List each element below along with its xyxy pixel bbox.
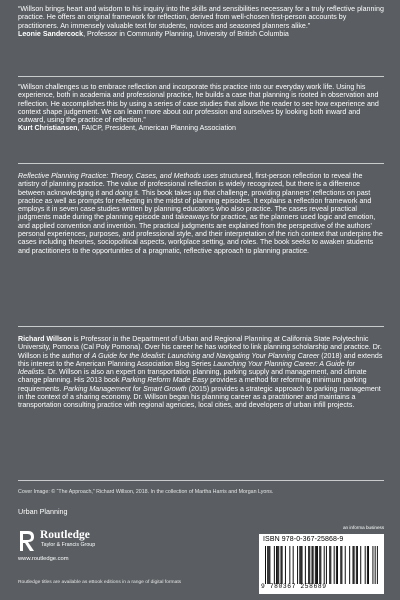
- barcode-bar: [297, 546, 298, 584]
- publisher-website: www.routledge.com: [18, 556, 69, 562]
- barcode-bar: [265, 546, 266, 584]
- barcode-bar: [302, 546, 303, 584]
- barcode-bar: [268, 546, 269, 584]
- routledge-r-icon: [18, 529, 38, 553]
- barcode-bar: [316, 546, 317, 584]
- barcode-bar: [317, 546, 318, 584]
- barcode-bar: [276, 546, 277, 584]
- bio-book-title: A Guide for the Idealist: Launching and Navigating Your Planning Career: [91, 351, 320, 360]
- barcode-bar: [367, 546, 368, 584]
- publisher-tagline: Taylor & Francis Group: [41, 542, 96, 548]
- divider: [18, 326, 384, 327]
- barcode-bar: [336, 546, 337, 584]
- barcode-bar: [299, 546, 300, 584]
- barcode-bar: [300, 546, 301, 584]
- barcode-bar: [277, 546, 278, 584]
- barcode-bar: [340, 546, 341, 584]
- barcode-bar: [285, 546, 286, 584]
- description-text: it. This book takes up that challenge, providing planners’ reflections on past practice as well as prompts for reflecting in the midst of planning episodes. It explains a reflection framework and employs it in seven case studies written by planning educators who also practice. The cases reveal practical judgments made during the planning episode and takeaways for practice, as the planners used logic and emotion, and applied convention and invention. The practical judgments are explained from the perspective of the authors’ personal experiences, purposes, and professional style, and their interpretation of the rich context that underpins the cases including theories, sociopolitical aspects, workplace setting, and roles. The book seeks to awaken students and practitioners to the opportunities of a pragmatic, reflective approach to planning practice.: [18, 188, 383, 255]
- barcode-icon: [265, 546, 378, 584]
- barcode-bar: [313, 546, 314, 584]
- barcode-bar: [315, 546, 316, 584]
- barcode-bar: [375, 546, 376, 584]
- ebook-note: Routledge titles are available as eBook editions in a range of digital formats: [18, 580, 182, 585]
- endorsement-text: “Willson brings heart and wisdom to his inquiry into the skills and sensibilities necessary for a truly reflective planning practice. He offers an original framework for reflection, derived from well-chosen first-person accounts by practitioners. An immensely valuable text for students, novices and seasoned planners alike.”: [18, 5, 384, 30]
- publisher-name: Routledge: [40, 529, 90, 541]
- description-emphasis: doing: [115, 188, 133, 197]
- barcode-digits: 9 780367 258689: [261, 583, 327, 590]
- barcode-bar: [324, 546, 325, 584]
- barcode-bar: [289, 546, 290, 584]
- bio-text: . Dr. Willson is also an expert on transportation planning, parking supply and management, and climate change planning. His 2013 book: [18, 368, 367, 385]
- book-description: [18, 172, 384, 255]
- endorsement-affiliation: , FAICP, President, American Planning Association: [77, 124, 236, 133]
- barcode-bar: [308, 546, 309, 584]
- isbn-barcode: [259, 534, 384, 594]
- bio-text: (2015) provides a strategic approach to parking management in the context of a sharing economy. Dr. Willson began his planning career as a practitioner and maintains a transportation consulting practice with regional agencies, local cities, and developers of urban infill projects.: [18, 384, 381, 410]
- barcode-bar: [337, 546, 338, 584]
- barcode-bar: [329, 546, 330, 584]
- barcode-bar: [357, 546, 358, 584]
- barcode-bar: [372, 546, 373, 584]
- endorsement-text: “Willson challenges us to embrace reflection and incorporate this practice into our everyday work life. Using his experience, both in academia and professional practice, he builds a case that planning is rooted in observation and reflection. He accomplishes this by using a series of case studies that allows the reader to see how experience and context shape judgement. We can learn more about our profession and ourselves by looking both inward and outward, using the practice of reflection.”: [18, 83, 379, 125]
- bio-book-title: Launching Your Planning Career: A Guide for Idealists: [18, 359, 355, 377]
- subject-category: Urban Planning: [18, 507, 68, 516]
- barcode-bar: [341, 546, 342, 584]
- bio-book-title: Parking Reform Made Easy: [121, 376, 209, 385]
- endorsement-affiliation: , Professor in Community Planning, University of British Columbia: [83, 29, 289, 38]
- author-bio: [18, 335, 384, 410]
- endorsement-author: Leonie Sandercock: [18, 29, 84, 38]
- barcode-bar: [326, 546, 327, 584]
- barcode-bar: [377, 546, 378, 584]
- barcode-bar: [349, 546, 350, 584]
- description-text: uses structured, first-person reflection to reveal the artistry of planning practice. The value of professional reflection is widely recognized, but there is a difference between acknowledging it and: [18, 172, 363, 197]
- barcode-bar: [282, 546, 283, 584]
- barcode-bar: [269, 546, 270, 584]
- bio-text: (2018) and extends this interest to the American Planning Association Blog Series: [18, 351, 383, 368]
- barcode-bar: [354, 546, 355, 584]
- barcode-bar: [293, 546, 294, 584]
- divider: [18, 76, 384, 77]
- isbn-label: ISBN 978-0-367-25868-9: [263, 536, 344, 543]
- barcode-bar: [309, 546, 310, 584]
- divider: [18, 163, 384, 164]
- cover-image-credit: Cover Image: © “The Approach,” Richard Willson, 2018. In the collection of Martha Harris and Morgan Lyons.: [18, 489, 274, 495]
- informa-label: an informa business: [343, 525, 385, 530]
- endorsement-1: [18, 5, 384, 38]
- endorsement-author: Kurt Christiansen: [18, 124, 78, 133]
- bio-book-title: Parking Management for Smart Growth: [63, 384, 187, 393]
- bio-text: is Professor in the Department of Urban and Regional Planning at California State Polytechnic University, Pomona (Cal Poly Pomona). Over his career he has worked to link planning scholarship and practice. Dr. Willson is the author of: [18, 335, 382, 360]
- barcode-bar: [312, 546, 313, 584]
- author-name: Richard Willson: [18, 335, 72, 343]
- barcode-bar: [365, 546, 366, 584]
- barcode-bar: [330, 546, 331, 584]
- barcode-bar: [334, 546, 335, 584]
- barcode-bar: [368, 546, 369, 584]
- barcode-bar: [320, 546, 321, 584]
- barcode-bar: [281, 546, 282, 584]
- barcode-bar: [356, 546, 357, 584]
- book-title: Reflective Planning Practice: Theory, Cases, and Methods: [18, 172, 201, 180]
- barcode-bar: [278, 546, 279, 584]
- barcode-bar: [353, 546, 354, 584]
- divider: [18, 480, 384, 481]
- barcode-bar: [319, 546, 320, 584]
- barcode-bar: [267, 546, 268, 584]
- endorsement-2: [18, 83, 384, 133]
- barcode-bar: [345, 546, 346, 584]
- barcode-bar: [305, 546, 306, 584]
- barcode-bar: [360, 546, 361, 584]
- bio-text: provides a method for reforming minimum parking requirements.: [18, 376, 367, 393]
- barcode-bar: [274, 546, 275, 584]
